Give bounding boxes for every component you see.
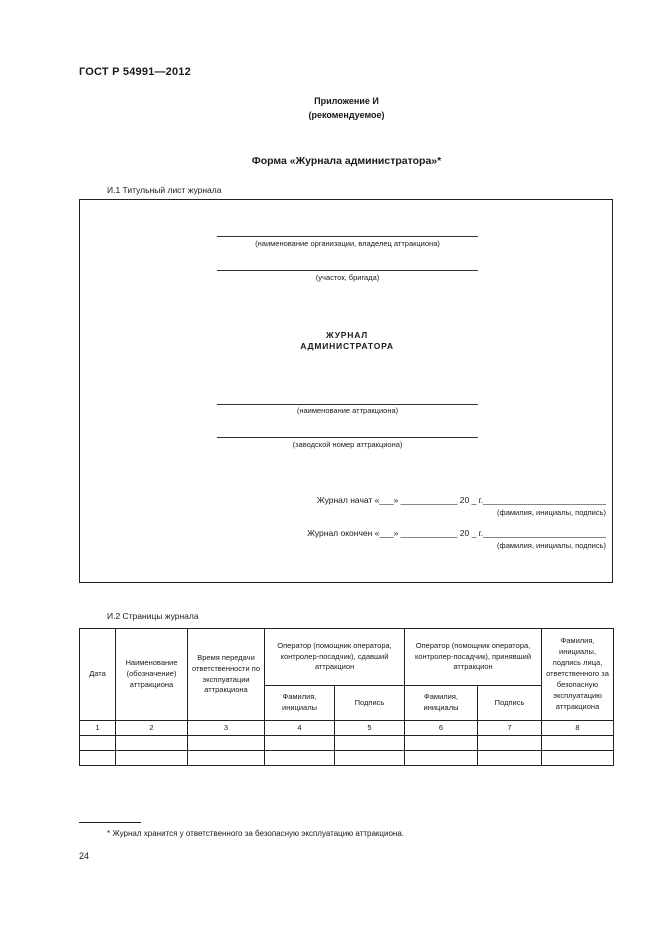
site-fill-line bbox=[217, 270, 478, 271]
table-cell bbox=[265, 751, 335, 766]
table-cell bbox=[335, 736, 405, 751]
column-number: 2 bbox=[116, 721, 188, 736]
ride-fill-line bbox=[217, 404, 478, 405]
section-heading-pages: И.2 Страницы журнала bbox=[107, 611, 199, 621]
table-cell bbox=[265, 736, 335, 751]
journal-title: ЖУРНАЛ bbox=[326, 330, 368, 340]
table-cell bbox=[80, 751, 116, 766]
table-row bbox=[80, 736, 614, 751]
subheader-sign-handed: Подпись bbox=[335, 686, 405, 721]
column-number: 7 bbox=[478, 721, 542, 736]
table-cell bbox=[478, 751, 542, 766]
col-header-operator-handed: Оператор (помощник оператора, контролер-посадчик), сдавший аттракцион bbox=[265, 629, 405, 686]
col-header-transfer-time: Время передачи ответственности по эксплуатации аттракциона bbox=[188, 629, 265, 721]
table-cell bbox=[542, 751, 614, 766]
table-cell bbox=[542, 736, 614, 751]
table-cell bbox=[80, 736, 116, 751]
journal-pages-table bbox=[79, 628, 614, 766]
col-header-operator-received: Оператор (помощник оператора, контролер-посадчик), принявший аттракцион bbox=[405, 629, 542, 686]
journal-ended-line: Журнал окончен «___» ____________ 20 _ г.__________________________ bbox=[307, 528, 606, 538]
serial-fill-line bbox=[217, 437, 478, 438]
column-number: 1 bbox=[80, 721, 116, 736]
document-header: ГОСТ Р 54991—2012 bbox=[79, 66, 191, 78]
journal-ended-caption: (фамилия, инициалы, подпись) bbox=[497, 541, 606, 550]
table-cell bbox=[478, 736, 542, 751]
table-header-row bbox=[80, 629, 614, 686]
col-header-date: Дата bbox=[80, 629, 116, 721]
column-number: 6 bbox=[405, 721, 478, 736]
table-cell bbox=[405, 736, 478, 751]
journal-started-caption: (фамилия, инициалы, подпись) bbox=[497, 508, 606, 517]
serial-caption: (заводской номер аттракциона) bbox=[292, 440, 403, 449]
table-cell bbox=[116, 736, 188, 751]
column-number: 8 bbox=[542, 721, 614, 736]
journal-subtitle: АДМИНИСТРАТОРА bbox=[300, 341, 394, 351]
appendix-title: Приложение И bbox=[314, 96, 379, 106]
table-cell bbox=[116, 751, 188, 766]
col-header-responsible-person: Фамилия, инициалы, подпись лица, ответственного за безопасную эксплуатацию аттракциона bbox=[542, 629, 614, 721]
column-number: 3 bbox=[188, 721, 265, 736]
column-number: 5 bbox=[335, 721, 405, 736]
table-cell bbox=[188, 751, 265, 766]
title-page-frame bbox=[79, 199, 613, 583]
org-caption: (наименование организации, владелец аттракциона) bbox=[255, 239, 440, 248]
subheader-sign-received: Подпись bbox=[478, 686, 542, 721]
form-title: Форма «Журнала администратора»* bbox=[251, 155, 442, 167]
footnote-divider bbox=[79, 822, 141, 823]
column-number: 4 bbox=[265, 721, 335, 736]
table-number-row bbox=[80, 721, 614, 736]
ride-caption: (наименование аттракциона) bbox=[296, 406, 399, 415]
site-caption: (участок, бригада) bbox=[315, 273, 380, 282]
table-cell bbox=[405, 751, 478, 766]
subheader-name-received: Фамилия, инициалы bbox=[405, 686, 478, 721]
org-fill-line bbox=[217, 236, 478, 237]
table-cell bbox=[335, 751, 405, 766]
table-cell bbox=[188, 736, 265, 751]
appendix-status: (рекомендуемое) bbox=[308, 110, 385, 120]
footnote: * Журнал хранится у ответственного за безопасную эксплуатацию аттракциона. bbox=[107, 829, 405, 838]
col-header-ride-name: Наименование (обозначение) аттракциона bbox=[116, 629, 188, 721]
section-heading-title-page: И.1 Титульный лист журнала bbox=[107, 185, 222, 195]
table-row bbox=[80, 751, 614, 766]
journal-started-line: Журнал начат «___» ____________ 20 _ г.__________________________ bbox=[316, 495, 606, 505]
subheader-name-handed: Фамилия, инициалы bbox=[265, 686, 335, 721]
page-number: 24 bbox=[79, 851, 90, 861]
